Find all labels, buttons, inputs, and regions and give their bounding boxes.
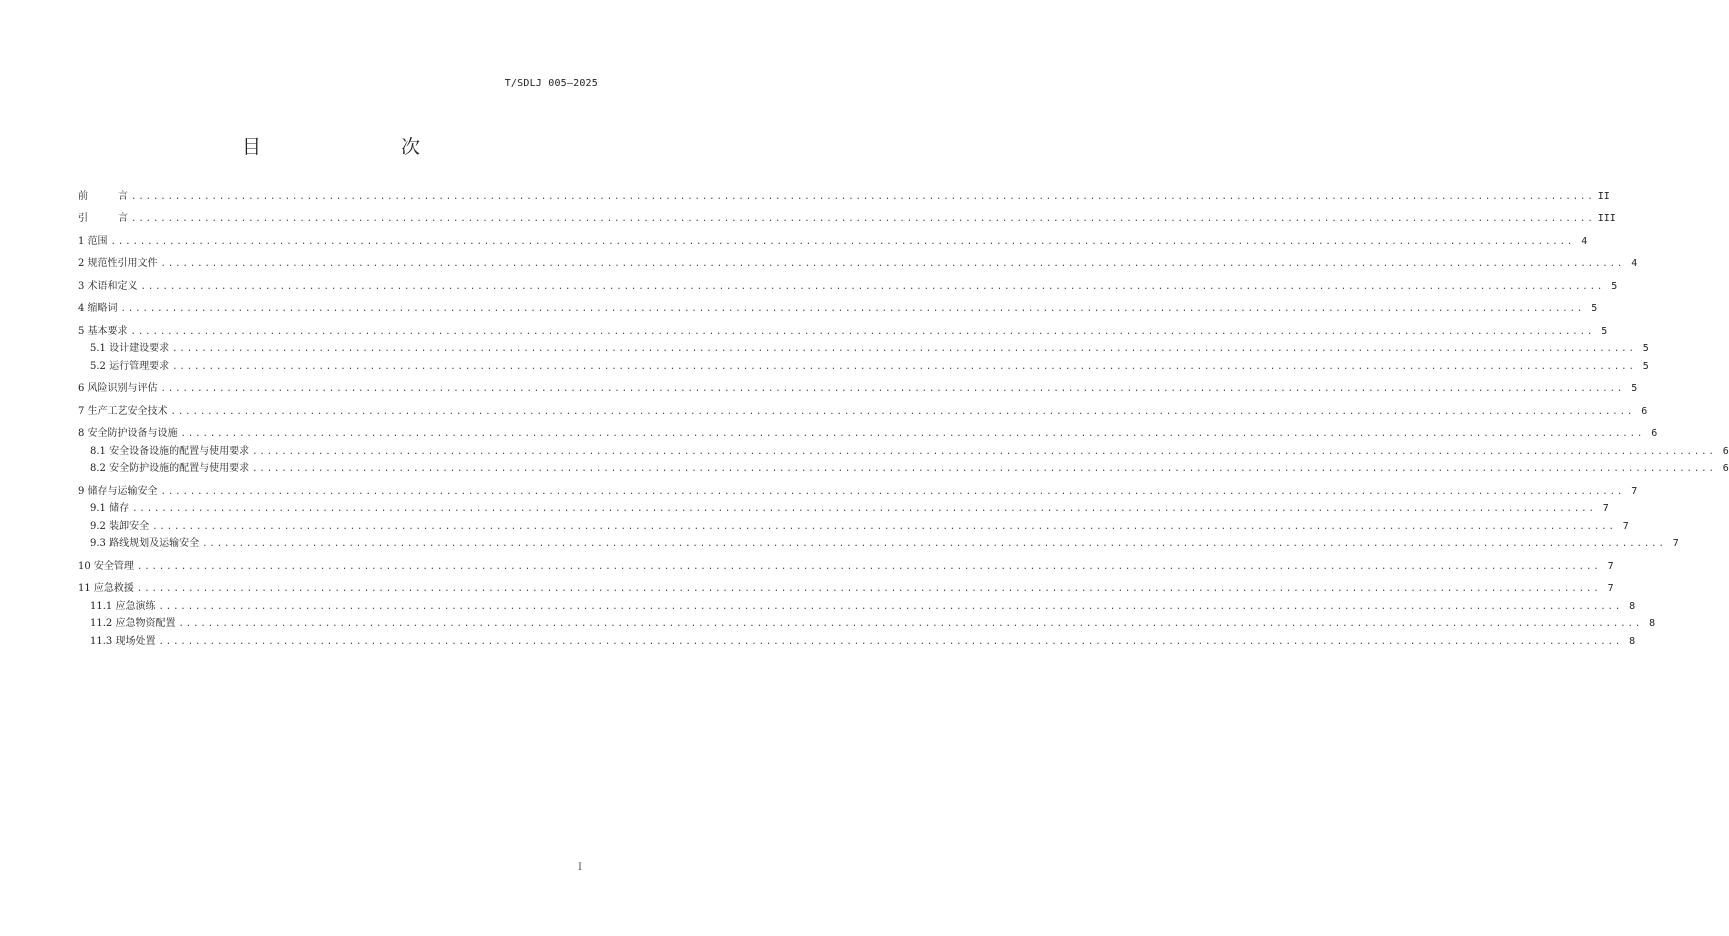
toc-entry-page: III [1597,213,1616,224]
toc-entry[interactable] [78,180,1610,203]
toc-entry-label: 4 缩略词 [78,303,118,314]
toc-entry-page: 6 [1641,405,1648,417]
toc-leader-dots: ........................................................................................................................................................................................................ [172,361,1636,372]
toc-entry-page: 6 [1651,428,1658,439]
toc-subentry[interactable] [78,533,1679,551]
toc-entry[interactable] [78,475,1638,498]
toc-subentry[interactable] [78,630,1636,648]
toc-entry-label: 8.2 安全防护设施的配置与使用要求 [90,463,250,474]
table-of-contents [78,180,1729,648]
toc-entry-label: 11.1 应急演练 [90,600,156,612]
toc-subentry[interactable] [78,355,1649,373]
toc-entry-label: 2 规范性引用文件 [78,258,158,269]
toc-leader-dots: ........................................................................................................................................................................................................ [152,521,1616,532]
toc-entry-page: 8 [1629,600,1636,612]
toc-entry-page: II [1597,190,1610,202]
toc-entry-page: 7 [1631,485,1638,497]
toc-entry-label: 前 言 [78,190,128,202]
toc-entry-label: 8.1 安全设备设施的配置与使用要求 [90,445,250,457]
toc-subentry[interactable] [78,595,1636,613]
toc-entry-label: 6 风险识别与评估 [78,383,158,394]
toc-entry[interactable] [78,418,1658,441]
toc-entry-page: 8 [1629,635,1636,647]
toc-entry-page: 4 [1631,258,1638,269]
toc-entry[interactable] [78,550,1614,573]
toc-leader-dots: ........................................................................................................................................................................................................ [140,281,1605,292]
toc-leader-dots: ........................................................................................................................................................................................................ [170,406,1635,417]
toc-entry-label: 1 范围 [78,235,108,247]
toc-entry-label: 9.3 路线规划及运输安全 [90,538,200,549]
toc-entry-label: 10 安全管理 [78,560,134,572]
toc-entry[interactable] [78,293,1598,316]
toc-leader-dots: ........................................................................................................................................................................................................ [110,236,1575,247]
toc-entry-label: 9 储存与运输安全 [78,485,158,497]
toc-entry[interactable] [78,225,1588,248]
toc-entry-label: 引 言 [78,213,128,224]
toc-entry-label: 8 安全防护设备与设施 [78,428,178,439]
toc-entry-page: 8 [1649,618,1656,629]
toc-entry-label: 5.1 设计建设要求 [90,343,170,354]
toc-entry-page: 5 [1601,325,1608,337]
toc-leader-dots: ........................................................................................................................................................................................................ [130,326,1595,337]
toc-leader-dots: ........................................................................................................................................................................................................ [120,304,1585,314]
toc-leader-dots: ........................................................................................................................................................................................................ [131,214,1595,224]
toc-entry-page: 6 [1722,463,1729,474]
toc-entry[interactable] [78,373,1638,396]
toc-leader-dots: ........................................................................................................................................................................................................ [202,539,1666,549]
toc-subentry[interactable] [78,440,1729,458]
toc-entry-page: 5 [1611,280,1618,292]
toc-entry[interactable] [78,395,1648,418]
toc-entry[interactable] [78,248,1638,271]
toc-leader-dots: ........................................................................................................................................................................................................ [172,344,1636,354]
toc-entry[interactable] [78,573,1614,596]
toc-subentry[interactable] [78,338,1649,356]
toc-subentry[interactable] [78,498,1609,516]
toc-entry-label: 9.1 储存 [90,503,130,514]
toc-leader-dots: ........................................................................................................................................................................................................ [160,259,1625,269]
toc-entry-page: 6 [1722,445,1729,457]
toc-leader-dots: ........................................................................................................................................................................................................ [136,561,1601,572]
toc-entry[interactable] [78,270,1618,293]
page-title: 目 次 [241,136,454,158]
toc-entry[interactable] [78,203,1616,226]
toc-subentry[interactable] [78,613,1656,631]
toc-leader-dots: ........................................................................................................................................................................................................ [252,464,1716,474]
toc-entry-label: 9.2 装卸安全 [90,520,150,532]
document-code: T/SDLJ 005—2025 [504,78,598,89]
toc-entry-page: 7 [1607,583,1614,594]
toc-entry-page: 5 [1642,343,1649,354]
page-number: I [578,862,582,873]
toc-entry[interactable] [78,315,1608,338]
toc-leader-dots: ........................................................................................................................................................................................................ [158,636,1623,647]
toc-entry-page: 7 [1607,560,1614,572]
toc-entry-label: 7 生产工艺安全技术 [78,405,168,417]
toc-entry-page: 5 [1591,303,1598,314]
toc-entry-page: 7 [1602,503,1609,514]
toc-leader-dots: ........................................................................................................................................................................................................ [252,446,1716,457]
toc-leader-dots: ........................................................................................................................................................................................................ [180,429,1645,439]
toc-entry-label: 11 应急救援 [78,583,134,594]
toc-entry-page: 4 [1581,235,1588,247]
toc-leader-dots: ........................................................................................................................................................................................................ [160,384,1625,394]
toc-subentry[interactable] [78,515,1629,533]
toc-entry-page: 7 [1672,538,1679,549]
toc-entry-label: 3 术语和定义 [78,280,138,292]
toc-leader-dots: ........................................................................................................................................................................................................ [136,584,1601,594]
toc-entry-page: 7 [1622,520,1629,532]
toc-entry-label: 5 基本要求 [78,325,128,337]
toc-leader-dots: ........................................................................................................................................................................................................ [178,619,1643,629]
toc-leader-dots: ........................................................................................................................................................................................................ [158,601,1623,612]
toc-leader-dots: ........................................................................................................................................................................................................ [160,486,1625,497]
toc-leader-dots: ........................................................................................................................................................................................................ [132,504,1596,514]
toc-entry-label: 11.2 应急物资配置 [90,618,176,629]
toc-entry-label: 5.2 运行管理要求 [90,360,170,372]
toc-entry-page: 5 [1642,360,1649,372]
toc-entry-page: 5 [1631,383,1638,394]
toc-leader-dots: ........................................................................................................................................................................................................ [131,191,1595,202]
toc-subentry[interactable] [78,458,1729,476]
toc-entry-label: 11.3 现场处置 [90,635,156,647]
